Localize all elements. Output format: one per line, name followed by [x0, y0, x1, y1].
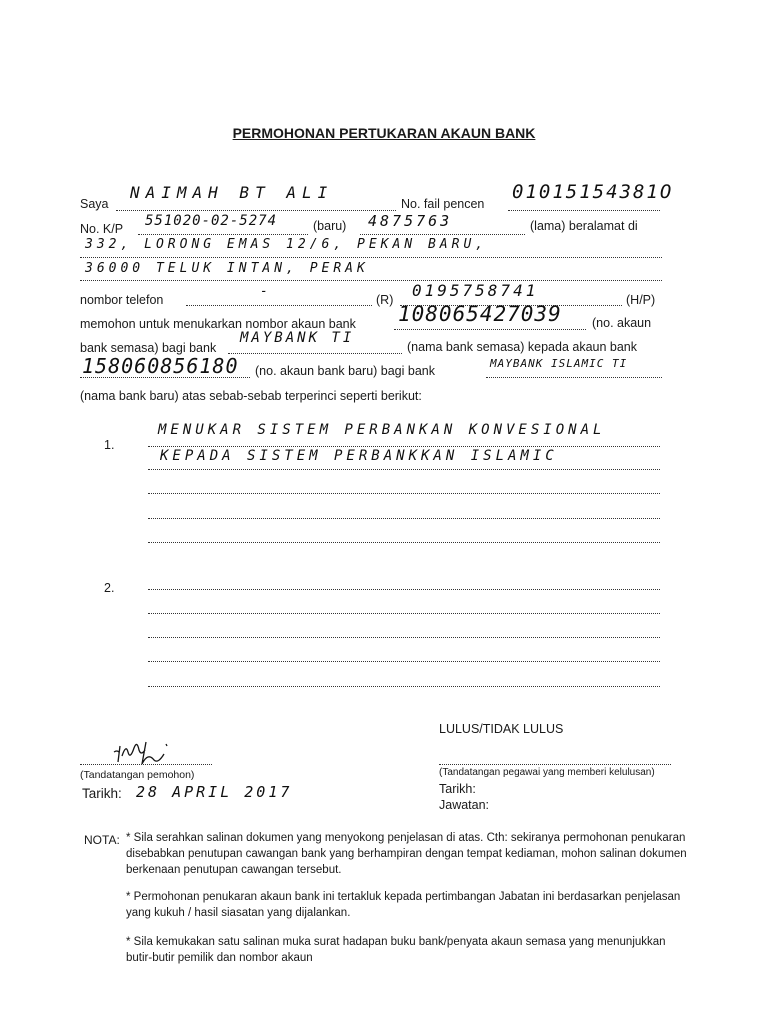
label-saya: Saya: [80, 197, 109, 211]
officer-signature-label: (Tandatangan pegawai yang memberi kelulusan): [439, 767, 655, 778]
dotted-line: [138, 234, 308, 235]
label-no-fail-pencen: No. fail pencen: [401, 197, 485, 211]
item-1-number: 1.: [104, 438, 115, 452]
handwritten-address-line1: 332, LORONG EMAS 12/6, PEKAN BARU,: [85, 237, 488, 252]
dotted-line: [360, 234, 525, 235]
nota-item-3: * Sila kemukakan satu salinan muka surat hadapan buku bank/penyata akaun semasa yang menunjukkan butir-butir pemilik dan nombor akaun: [126, 936, 666, 964]
handwritten-phone-r: -: [260, 284, 271, 299]
handwritten-ic-old: 4875763: [368, 212, 453, 230]
handwritten-phone-hp: 0195758741: [412, 281, 539, 300]
dotted-line: [394, 329, 586, 330]
dotted-line: [186, 305, 372, 306]
handwritten-date: 28 APRIL 2017: [136, 783, 293, 801]
approval-tarikh-label: Tarikh:: [439, 782, 476, 796]
dotted-line: [148, 637, 660, 638]
dotted-line: [486, 377, 662, 378]
dotted-line: [116, 210, 396, 211]
label-nombor-telefon: nombor telefon: [80, 293, 164, 307]
handwritten-name: NAIMAH BT ALI: [130, 183, 334, 202]
approval-jawatan-label: Jawatan:: [439, 798, 490, 812]
nota-item-1: * Sila serahkan salinan dokumen yang menyokong penjelasan di atas. Cth: sekiranya permohonan penukaran disebabkan penutupan cawangan bank yang berhampiran dengan tempat kediaman, mohon salinan dokumen berkenaan penutupan cawangan tersebut.: [126, 832, 687, 876]
dotted-line: [148, 661, 660, 662]
handwritten-address-line2: 36000 TELUK INTAN, PERAK: [85, 261, 369, 276]
dotted-line: [439, 764, 671, 765]
dotted-line: [80, 280, 662, 281]
applicant-tarikh-label: Tarikh:: [82, 786, 122, 801]
approval-status: LULUS/TIDAK LULUS: [439, 722, 564, 736]
handwritten-new-account: 158060856180: [82, 354, 239, 378]
dotted-line: [148, 493, 660, 494]
handwritten-reason-line2: KEPADA SISTEM PERBANKKAN ISLAMIC: [160, 448, 558, 464]
label-hp: (H/P): [626, 293, 656, 307]
nota-item-2: * Permohonan penukaran akaun bank ini tertakluk kepada pertimbangan Jabatan ini berdasarkan penjelasan yang kukuh / hasil siasatan yang dijalankan.: [126, 891, 681, 919]
dotted-line: [148, 613, 660, 614]
dotted-line: [508, 210, 660, 211]
dotted-line: [148, 542, 660, 543]
form-title: PERMOHONAN PERTUKARAN AKAUN BANK: [232, 125, 536, 141]
handwritten-current-account: 108065427039: [398, 302, 562, 326]
label-baru: (baru): [313, 219, 347, 233]
label-nama-bank-semasa: (nama bank semasa) kepada akaun bank: [407, 340, 638, 354]
dotted-line: [80, 257, 662, 258]
dotted-line: [148, 518, 660, 519]
handwritten-ic-new: 551020-02-5274: [145, 213, 278, 229]
nota-label: NOTA:: [84, 833, 120, 847]
label-lama-beralamat: (lama) beralamat di: [530, 219, 638, 233]
dotted-line: [228, 353, 402, 354]
label-memohon: memohon untuk menukarkan nombor akaun bank: [80, 317, 356, 331]
dotted-line: [148, 446, 660, 447]
label-nama-bank-baru: (nama bank baru) atas sebab-sebab terperinci seperti berikut:: [80, 389, 422, 403]
handwritten-new-bank: MAYBANK ISLAMIC TI: [490, 357, 628, 370]
label-bank-semasa: bank semasa) bagi bank: [80, 341, 217, 355]
label-no-akaun: (no. akaun: [592, 316, 652, 330]
handwritten-current-bank: MAYBANK TI: [240, 330, 355, 346]
applicant-signature-label: (Tandatangan pemohon): [80, 769, 195, 781]
handwritten-pension-file: 01015154381O: [512, 181, 674, 203]
label-r: (R): [376, 293, 394, 307]
handwritten-reason-line1: MENUKAR SISTEM PERBANKAN KONVESIONAL: [158, 422, 606, 438]
dotted-line: [148, 589, 660, 590]
dotted-line: [148, 686, 660, 687]
item-2-number: 2.: [104, 581, 115, 595]
label-no-kp: No. K/P: [80, 222, 124, 236]
dotted-line: [148, 469, 660, 470]
dotted-line: [80, 764, 212, 765]
label-no-akaun-bank-baru: (no. akaun bank baru) bagi bank: [255, 364, 435, 378]
